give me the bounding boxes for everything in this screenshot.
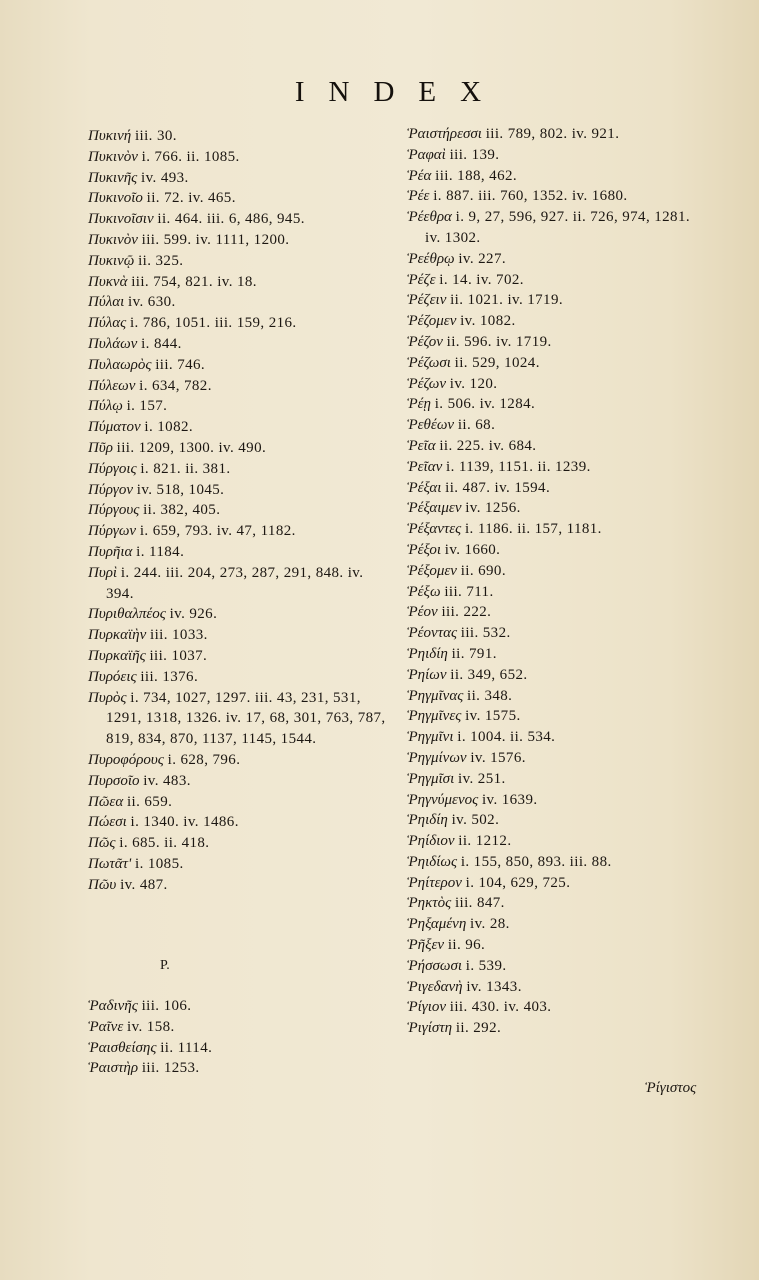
entry-references: iv. 1576. <box>470 749 526 766</box>
entry-references: ii. 529, 1024. <box>454 354 540 371</box>
entry-references: iii. 106. <box>141 998 192 1014</box>
entry-headword: Πυρῆια <box>88 543 133 560</box>
entry-headword: Ῥέον <box>407 604 438 621</box>
entry-references: i. 659, 793. iv. 47, 1182. <box>139 523 296 540</box>
entry-references: iv. 251. <box>458 770 506 787</box>
entry-headword: Ῥέζειν <box>407 292 447 309</box>
entry-references: iv. 926. <box>169 606 218 623</box>
entry-headword: Πῶυ <box>88 876 117 893</box>
entry-headword: Πύλεων <box>88 377 136 394</box>
entry-references: i. 104, 629, 725. <box>465 874 571 891</box>
index-entry <box>88 542 388 563</box>
entry-headword: Ῥέζον <box>407 333 443 350</box>
entry-references: iii. 139. <box>449 146 500 163</box>
entry-references: ii. 791. <box>451 645 497 662</box>
index-column-right <box>407 124 707 1039</box>
entry-headword: Ῥέξαιμεν <box>407 500 462 517</box>
entry-references: ii. 349, 652. <box>450 666 528 683</box>
entry-headword: Ῥηιδίη <box>407 645 448 662</box>
entry-references: iii. 1033. <box>150 627 208 644</box>
index-entry <box>407 1018 707 1039</box>
index-entry <box>407 769 707 790</box>
index-entry <box>88 1017 388 1038</box>
index-entry <box>407 623 707 644</box>
entry-headword: Ῥέξαντες <box>407 521 462 538</box>
index-entry <box>407 665 707 686</box>
entry-headword: Πύργους <box>88 502 140 519</box>
entry-headword: Ῥέξω <box>407 583 441 600</box>
entry-references: ii. 1114. <box>160 1039 213 1056</box>
entry-references: i. 14. iv. 702. <box>439 271 524 288</box>
entry-references: iii. 847. <box>454 895 505 912</box>
entry-headword: Πυριθαλπέος <box>88 606 166 623</box>
entry-references: iv. 120. <box>449 375 498 392</box>
entry-references: iv. 1343. <box>466 978 522 995</box>
entry-references: i. 844. <box>141 335 182 352</box>
entry-headword: Ῥίγιον <box>407 999 447 1016</box>
entry-headword: Πώεσι <box>88 814 127 831</box>
index-entry <box>407 956 707 977</box>
entry-headword: Πυκινὸν <box>88 148 138 165</box>
index-entry <box>88 147 388 168</box>
entry-references: iv. 630. <box>128 294 176 311</box>
entry-headword: Πύλας <box>88 315 127 332</box>
entry-headword: Πῶεα <box>88 793 124 810</box>
entry-headword: Πυκινοῖσιν <box>88 211 154 228</box>
index-entry <box>88 792 388 813</box>
entry-references: iv. 487. <box>120 876 168 893</box>
entry-headword: Ῥαιστήρεσσι <box>407 126 482 142</box>
entry-headword: Πυκινῷ <box>88 252 135 269</box>
index-entry <box>88 996 388 1017</box>
entry-headword: Πυρκαϊὴν <box>88 627 147 644</box>
entry-references: iv. 483. <box>143 772 191 789</box>
index-entry <box>407 790 707 811</box>
entry-headword: Πυκινοῖο <box>88 190 143 207</box>
entry-references: iii. 754, 821. iv. 18. <box>131 273 257 290</box>
entry-headword: Πυκινή <box>88 128 132 144</box>
index-entry <box>407 166 707 187</box>
entry-references: iii. 1209, 1300. iv. 490. <box>116 439 267 456</box>
entry-references: i. 157. <box>126 398 168 415</box>
entry-headword: Πύλαι <box>88 294 125 311</box>
index-entry <box>407 332 707 353</box>
entry-references: ii. 1021. iv. 1719. <box>450 292 563 309</box>
index-entry <box>88 875 388 896</box>
index-entry <box>407 270 707 291</box>
entry-headword: Πύματον <box>88 419 141 436</box>
index-entry <box>407 893 707 914</box>
index-entry <box>88 230 388 251</box>
entry-headword: Ῥιγεδανὴ <box>407 978 463 995</box>
index-entry <box>407 602 707 623</box>
entry-references: i. 244. iii. 204, 273, 287, 291, 848. iv. 394. <box>106 564 364 602</box>
entry-references: i. 1085. <box>135 855 184 872</box>
entry-headword: Πυκινῆς <box>88 169 138 186</box>
entry-headword: Πύργον <box>88 481 133 498</box>
entry-headword: Πυλαωρὸς <box>88 356 152 373</box>
entry-references: ii. 690. <box>460 562 506 579</box>
section-letter: P. <box>160 958 170 973</box>
index-entry <box>88 188 388 209</box>
entry-headword: Ῥηιδίως <box>407 853 458 870</box>
entry-references: iii. 532. <box>460 625 511 642</box>
entry-references: ii. 225. iv. 684. <box>439 437 537 454</box>
entry-references: i. 1186. ii. 157, 1181. <box>464 521 602 538</box>
index-entry <box>407 353 707 374</box>
index-entry <box>407 436 707 457</box>
index-entry <box>407 644 707 665</box>
index-entry <box>407 873 707 894</box>
index-entry <box>407 748 707 769</box>
entry-headword: Ῥαιστὴρ <box>88 1060 139 1077</box>
entry-references: ii. 596. iv. 1719. <box>446 333 552 350</box>
index-entry <box>407 290 707 311</box>
index-entry <box>88 417 388 438</box>
entry-headword: Ῥέε <box>407 188 430 205</box>
entry-references: iii. 1376. <box>140 668 199 685</box>
entry-headword: Ῥέῃ <box>407 396 431 413</box>
index-entry <box>88 209 388 230</box>
entry-headword: Πύργοις <box>88 460 137 477</box>
entry-headword: Ῥηίων <box>407 666 447 683</box>
entry-references: iii. 789, 802. iv. 921. <box>485 126 620 142</box>
entry-headword: Ῥηγμίνων <box>407 749 467 766</box>
entry-headword: Ῥέξαι <box>407 479 442 496</box>
index-entry <box>88 459 388 480</box>
entry-references: i. 539. <box>465 957 507 974</box>
entry-references: iv. 1639. <box>481 791 538 808</box>
index-entry <box>407 186 707 207</box>
entry-headword: Ῥηγμῖνας <box>407 687 464 704</box>
entry-references: i. 1340. iv. 1486. <box>130 814 239 831</box>
entry-headword: Πυλάων <box>88 335 138 352</box>
index-entry <box>407 519 707 540</box>
entry-references: iv. 1660. <box>444 541 501 558</box>
entry-references: ii. 325. <box>138 252 184 269</box>
index-entry <box>88 563 388 605</box>
entry-headword: Ῥέεθρα <box>407 209 452 226</box>
index-column-left-section-2 <box>88 996 388 1079</box>
index-entry <box>407 977 707 998</box>
entry-headword: Ῥέζομεν <box>407 313 457 330</box>
index-entry <box>407 810 707 831</box>
index-entry <box>88 334 388 355</box>
entry-references: iv. 158. <box>127 1018 175 1035</box>
entry-references: iii. 1037. <box>149 647 208 664</box>
index-entry <box>88 750 388 771</box>
index-entry <box>407 478 707 499</box>
entry-headword: Πυκνὰ <box>88 273 128 290</box>
index-entry <box>88 688 388 750</box>
entry-headword: Ῥεῖα <box>407 437 436 454</box>
entry-references: i. 1082. <box>144 419 194 436</box>
index-entry <box>88 376 388 397</box>
entry-headword: Πύλῳ <box>88 398 123 415</box>
entry-references: i. 786, 1051. iii. 159, 216. <box>129 315 297 332</box>
index-entry <box>88 604 388 625</box>
index-entry <box>88 272 388 293</box>
entry-references: i. 155, 850, 893. iii. 88. <box>460 853 612 870</box>
entry-references: i. 628, 796. <box>167 751 241 768</box>
index-entry <box>88 646 388 667</box>
entry-headword: Ῥέξοι <box>407 541 441 558</box>
index-entry <box>407 582 707 603</box>
entry-headword: Ῥαφαὶ <box>407 146 446 163</box>
index-entry <box>407 374 707 395</box>
index-entry <box>407 311 707 332</box>
entry-headword: Πυρὶ <box>88 564 118 581</box>
entry-references: i. 887. iii. 760, 1352. iv. 1680. <box>433 188 628 205</box>
index-entry <box>88 521 388 542</box>
index-entry <box>407 561 707 582</box>
entry-references: iii. 1253. <box>141 1060 200 1077</box>
index-entry <box>407 394 707 415</box>
entry-headword: Πῦρ <box>88 439 113 456</box>
entry-references: iv. 28. <box>470 916 510 933</box>
entry-headword: Ῥαῖνε <box>88 1018 124 1035</box>
index-entry <box>407 249 707 270</box>
entry-references: i. 9, 27, 596, 927. ii. 726, 974, 1281. iv. 1302. <box>425 209 690 246</box>
entry-headword: Ῥέξομεν <box>407 562 457 579</box>
entry-headword: Πῶς <box>88 835 116 852</box>
entry-references: ii. 348. <box>467 687 513 704</box>
index-entry <box>407 686 707 707</box>
entry-references: iii. 430. iv. 403. <box>449 999 552 1016</box>
entry-headword: Πυρόεις <box>88 668 137 685</box>
entry-references: i. 766. ii. 1085. <box>141 148 240 165</box>
entry-headword: Ῥαδινῆς <box>88 998 138 1014</box>
entry-headword: Ῥήσσωσι <box>407 957 463 974</box>
index-entry <box>407 124 707 145</box>
catchword: Ῥίγιστος <box>645 1080 697 1096</box>
entry-headword: Πυρκαϊῆς <box>88 647 146 664</box>
entry-headword: Πύργων <box>88 523 137 540</box>
entry-headword: Ῥέοντας <box>407 625 458 642</box>
entry-references: ii. 1212. <box>458 833 512 850</box>
index-entry <box>407 706 707 727</box>
entry-headword: Ῥηκτὸς <box>407 895 452 912</box>
entry-references: ii. 292. <box>455 1020 502 1037</box>
entry-references: i. 1184. <box>136 543 185 560</box>
index-entry <box>407 831 707 852</box>
entry-references: ii. 487. iv. 1594. <box>445 479 551 496</box>
index-entry <box>407 145 707 166</box>
entry-references: iii. 188, 462. <box>435 167 518 184</box>
entry-headword: Ῥέζων <box>407 375 447 392</box>
entry-references: ii. 659. <box>126 793 173 810</box>
index-entry <box>88 771 388 792</box>
entry-headword: Ῥηγμῖνες <box>407 708 462 725</box>
entry-references: ii. 464. iii. 6, 486, 945. <box>157 211 305 228</box>
entry-references: ii. 68. <box>457 417 496 434</box>
entry-headword: Πυρὸς <box>88 689 127 706</box>
entry-headword: Ῥηξαμένη <box>407 916 467 933</box>
entry-headword: Ῥεῖαν <box>407 458 443 475</box>
entry-references: i. 634, 782. <box>139 377 212 394</box>
entry-references: i. 506. iv. 1284. <box>434 396 536 413</box>
entry-headword: Πυροφόρους <box>88 751 164 768</box>
index-entry <box>88 854 388 875</box>
index-entry <box>88 396 388 417</box>
index-entry <box>407 540 707 561</box>
page-title: INDEX <box>294 76 506 108</box>
entry-references: iii. 746. <box>155 356 206 373</box>
entry-headword: Ῥηγμῖσι <box>407 770 455 787</box>
entry-references: i. 821. ii. 381. <box>140 460 231 477</box>
index-entry <box>88 500 388 521</box>
entry-references: ii. 96. <box>447 937 486 954</box>
index-entry <box>407 914 707 935</box>
index-entry <box>88 625 388 646</box>
index-entry <box>407 498 707 519</box>
entry-references: iii. 711. <box>444 583 494 600</box>
index-entry <box>88 168 388 189</box>
index-entry <box>407 852 707 873</box>
index-entry <box>88 1058 388 1079</box>
entry-references: iv. 227. <box>458 250 507 267</box>
index-entry <box>88 251 388 272</box>
entry-references: iv. 1256. <box>465 500 521 517</box>
index-entry <box>407 997 707 1018</box>
index-entry <box>407 457 707 478</box>
entry-headword: Ῥέα <box>407 167 432 184</box>
entry-references: ii. 382, 405. <box>143 502 221 519</box>
index-entry <box>88 480 388 501</box>
entry-headword: Ῥεέθρῳ <box>407 250 455 267</box>
entry-headword: Ῥέζε <box>407 271 436 288</box>
entry-references: i. 1139, 1151. ii. 1239. <box>446 458 591 475</box>
index-entry <box>88 812 388 833</box>
entry-references: iv. 1575. <box>465 708 521 725</box>
entry-references: iii. 599. iv. 1111, 1200. <box>141 231 290 248</box>
entry-references: iv. 493. <box>141 169 189 186</box>
entry-headword: Πυρσοῖο <box>88 772 140 789</box>
entry-references: i. 1004. ii. 534. <box>457 729 556 746</box>
entry-references: iv. 502. <box>451 812 500 829</box>
index-entry <box>88 833 388 854</box>
entry-headword: Πωτᾶτ' <box>88 855 132 872</box>
index-entry <box>88 438 388 459</box>
entry-headword: Ῥῆξεν <box>407 937 445 954</box>
entry-headword: Ῥηιδίη <box>407 812 448 829</box>
index-entry <box>88 126 388 147</box>
entry-references: iii. 222. <box>441 604 492 621</box>
entry-headword: Ῥηγνύμενος <box>407 791 479 808</box>
entry-headword: Πυκινὸν <box>88 231 138 248</box>
index-entry <box>88 355 388 376</box>
entry-headword: Ῥαισθείσης <box>88 1039 157 1056</box>
entry-references: iv. 518, 1045. <box>136 481 225 498</box>
index-entry <box>407 935 707 956</box>
index-column-left <box>88 126 388 895</box>
entry-headword: Ῥεθέων <box>407 417 455 434</box>
entry-headword: Ῥηίδιον <box>407 833 455 850</box>
index-entry <box>88 292 388 313</box>
index-entry <box>88 1038 388 1059</box>
index-entry <box>88 313 388 334</box>
index-entry <box>407 415 707 436</box>
entry-references: iii. 30. <box>134 128 177 144</box>
index-entry <box>407 727 707 748</box>
index-entry <box>407 207 707 249</box>
entry-headword: Ῥηίτερον <box>407 874 462 891</box>
entry-headword: Ῥιγίστη <box>407 1020 453 1037</box>
entry-headword: Ῥέζωσι <box>407 354 451 371</box>
entry-references: ii. 72. iv. 465. <box>146 190 236 207</box>
entry-references: i. 685. ii. 418. <box>119 835 210 852</box>
entry-references: iv. 1082. <box>460 313 516 330</box>
index-entry <box>88 667 388 688</box>
entry-references: i. 734, 1027, 1297. iii. 43, 231, 531, 1291, 1318, 1326. iv. 17, 68, 301, 763, 787, 819, 834, 870, 1137, 1145, 1544. <box>106 689 386 748</box>
entry-headword: Ῥηγμῖνι <box>407 729 454 746</box>
